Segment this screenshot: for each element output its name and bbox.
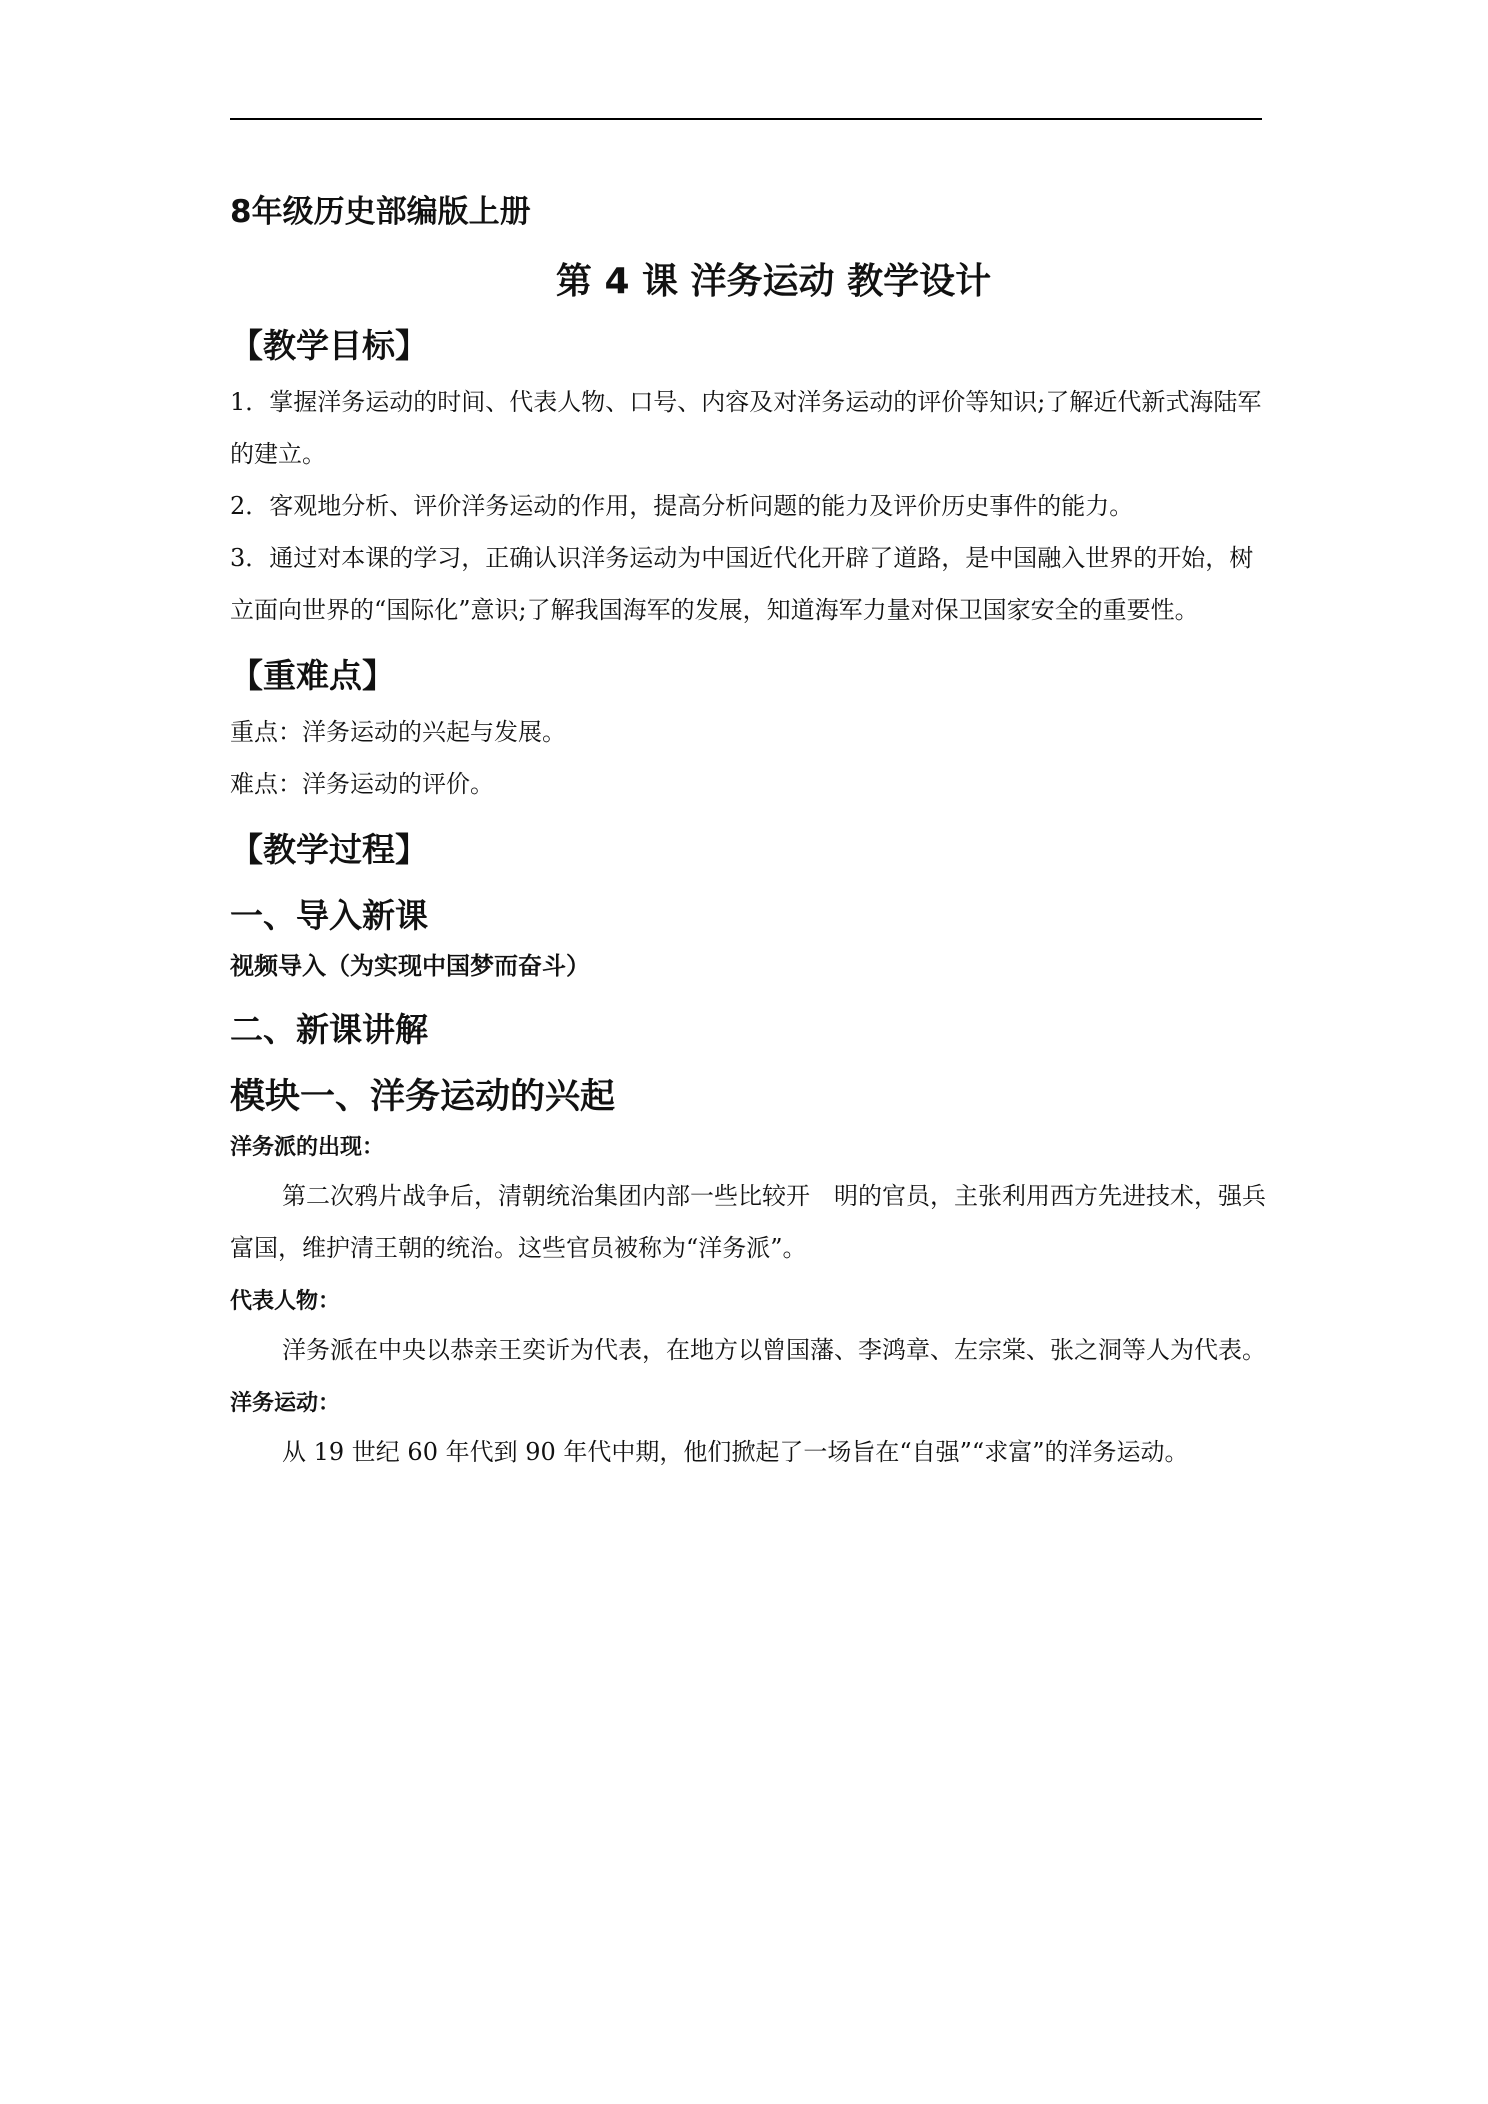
header-rule <box>230 118 1262 120</box>
grade-title: 8年级历史部编版上册 <box>230 194 531 230</box>
objective-item-1: 1．掌握洋务运动的时间、代表人物、口号、内容及对洋务运动的评价等知识;了解近代新式海陆军的建立。 <box>230 388 1262 468</box>
emergence-label: 洋务派的出现： <box>230 1135 385 1160</box>
movement-label: 洋务运动： <box>230 1391 341 1416</box>
lesson-title: 第 4 课 洋务运动 教学设计 <box>555 261 992 302</box>
new-lesson-heading: 二、新课讲解 <box>230 1010 428 1049</box>
objectives-heading: 【教学目标】 <box>230 326 428 365</box>
figures-text: 洋务派在中央以恭亲王奕䜣为代表，在地方以曾国藩、李鸿章、左宗棠、张之洞等人为代表。 <box>282 1336 1266 1364</box>
module1-heading: 模块一、洋务运动的兴起 <box>230 1077 616 1117</box>
figures-label: 代表人物： <box>230 1289 341 1314</box>
objective-item-2: 2．客观地分析、评价洋务运动的作用，提高分析问题的能力及评价历史事件的能力。 <box>230 492 1134 520</box>
process-heading: 【教学过程】 <box>230 830 428 869</box>
emergence-text: 第二次鸦片战争后，清朝统治集团内部一些比较开 明的官员，主张利用西方先进技术，强兵富国，维护清王朝的统治。这些官员被称为“洋务派”。 <box>230 1182 1266 1262</box>
key-point-text: 重点：洋务运动的兴起与发展。 <box>230 718 566 746</box>
document-body <box>230 180 1275 1478</box>
intro-heading: 一、导入新课 <box>230 896 428 935</box>
key-points-heading: 【重难点】 <box>230 656 395 695</box>
objective-item-3: 3．通过对本课的学习，正确认识洋务运动为中国近代化开辟了道路，是中国融入世界的开始，树立面向世界的“国际化”意识;了解我国海军的发展，知道海军力量对保卫国家安全的重要性。 <box>230 544 1254 624</box>
movement-text: 从 19 世纪 60 年代到 90 年代中期，他们掀起了一场旨在“自强”“求富”的洋务运动。 <box>282 1438 1189 1466</box>
intro-text: 视频导入（为实现中国梦而奋斗） <box>230 952 590 980</box>
difficult-point-text: 难点：洋务运动的评价。 <box>230 770 494 798</box>
